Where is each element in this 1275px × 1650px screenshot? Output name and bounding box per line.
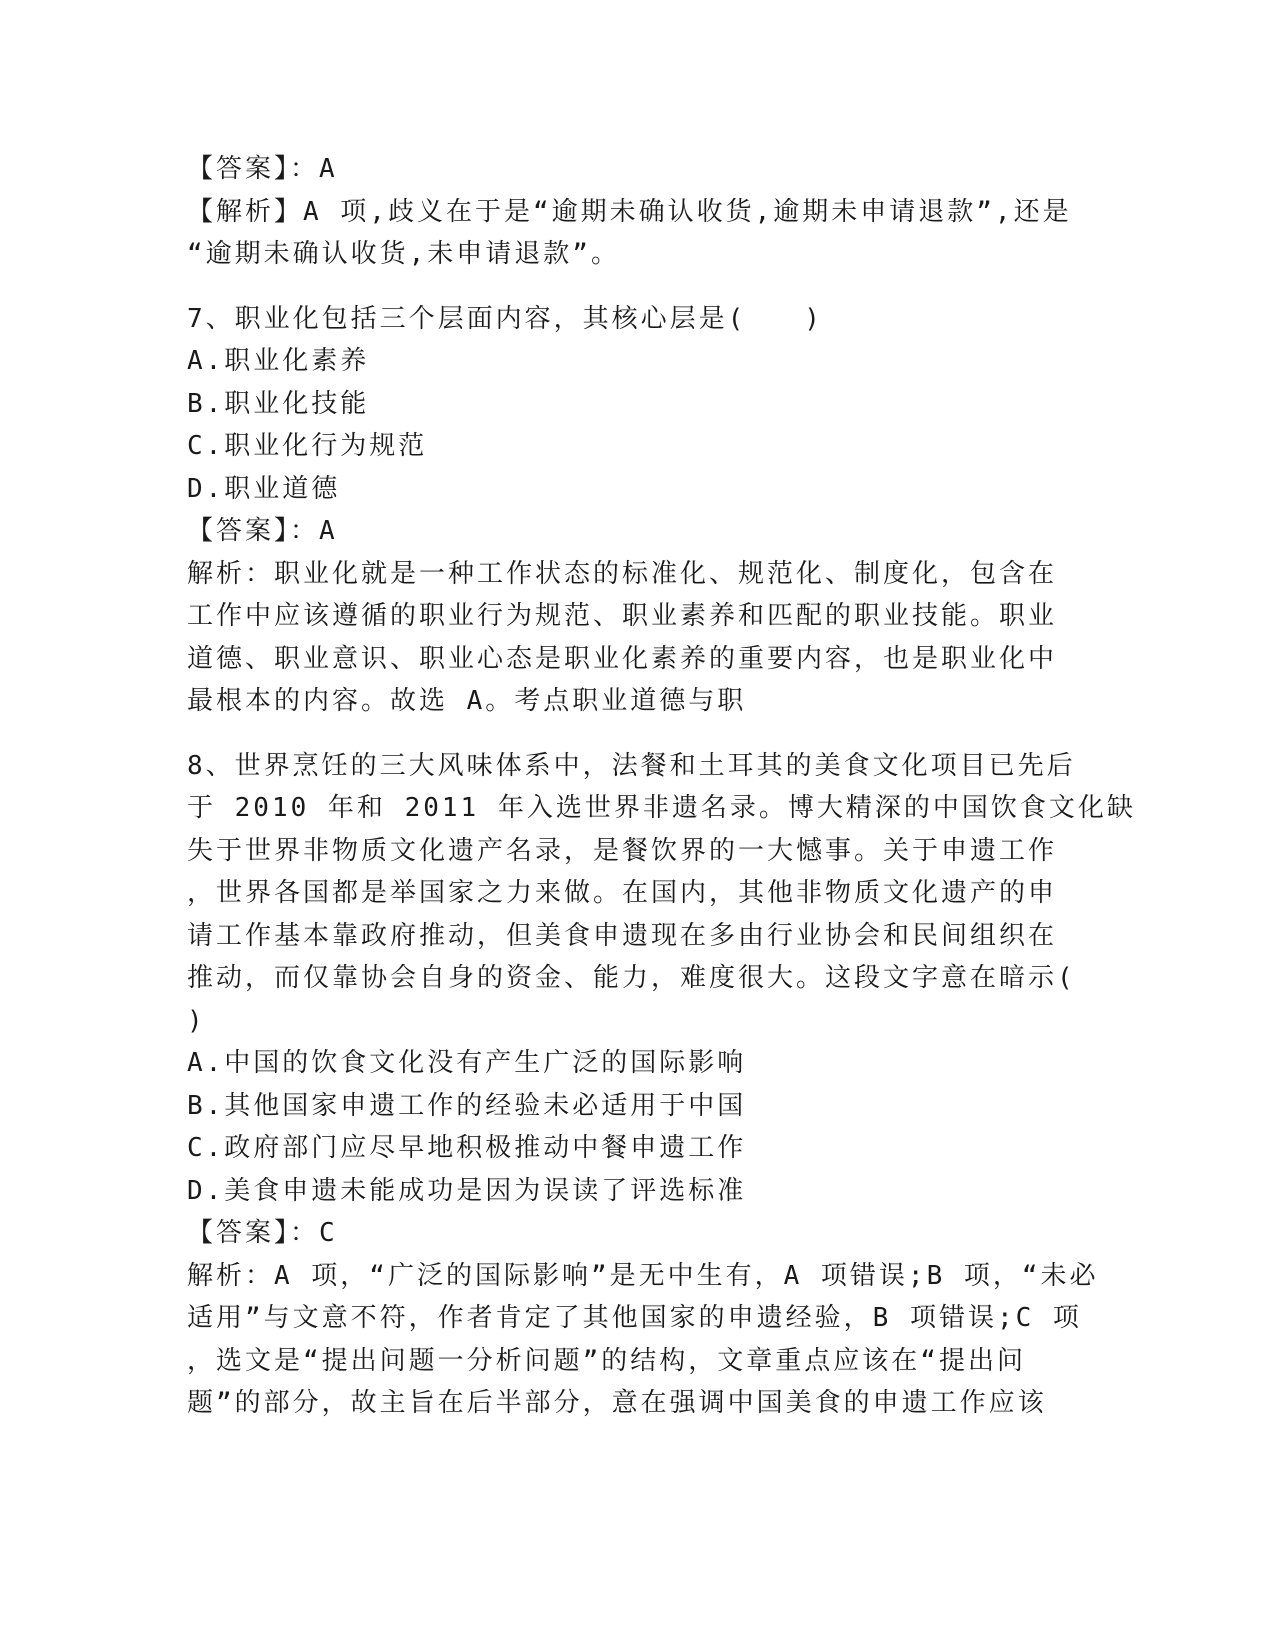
document-body bbox=[187, 148, 1136, 1425]
q7-analysis-line: 工作中应该遵循的职业行为规范、职业素养和匹配的职业技能。职业 bbox=[187, 601, 1058, 631]
q7-option-d: D.职业道德 bbox=[187, 473, 341, 504]
q6-analysis-line: 【解析】A 项,歧义在于是“逾期未确认收货,逾期未申请退款”,还是 bbox=[187, 196, 1072, 227]
q8-question-line: 推动，而仅靠协会自身的资金、能力，难度很大。这段文字意在暗示( bbox=[187, 963, 1076, 993]
q6-analysis-line: “逾期未确认收货,未申请退款”。 bbox=[187, 239, 620, 269]
q8-analysis-line: 适用”与文意不符，作者肯定了其他国家的申遗经验，B 项错误;C 项 bbox=[187, 1303, 1082, 1333]
q6-answer: 【答案】：A bbox=[187, 154, 338, 184]
q8-option-c: C.政府部门应尽早地积极推动中餐申遗工作 bbox=[187, 1133, 747, 1163]
q7-analysis-line: 道德、职业意识、职业心态是职业化素养的重要内容，也是职业化中 bbox=[187, 643, 1058, 674]
q7-answer: 【答案】：A bbox=[187, 516, 338, 546]
q8-answer: 【答案】：C bbox=[187, 1218, 338, 1248]
q8-question-line: ，世界各国都是举国家之力来做。在国内，其他非物质文化遗产的申 bbox=[187, 878, 1058, 908]
question-7 bbox=[187, 298, 1087, 723]
q7-question: 7、职业化包括三个层面内容，其核心层是( ) bbox=[187, 303, 823, 334]
q8-analysis-line: ，选文是“提出问题一分析问题”的结构，文章重点应该在“提出问 bbox=[187, 1345, 1026, 1376]
q8-question-line: 8、世界烹饪的三大风味体系中，法餐和土耳其的美食文化项目已先后 bbox=[187, 750, 1076, 781]
paragraph-gap bbox=[187, 723, 1087, 745]
q7-option-c: C.职业化行为规范 bbox=[187, 431, 428, 461]
q7-option-b: B.职业化技能 bbox=[187, 388, 370, 419]
q7-option-a: A.职业化素养 bbox=[187, 346, 370, 376]
q8-question-line: ) bbox=[187, 1005, 206, 1036]
question-6-tail bbox=[187, 148, 1087, 276]
q8-question-line: 于 2010 年和 2011 年入选世界非遗名录。博大精深的中国饮食文化缺 bbox=[187, 793, 1136, 823]
q8-analysis-line: 题”的部分，故主旨在后半部分，意在强调中国美食的申遗工作应该 bbox=[187, 1388, 1047, 1418]
q8-option-d: D.美食申遗未能成功是因为误读了评选标准 bbox=[187, 1175, 747, 1206]
q7-analysis-line: 解析：职业化就是一种工作状态的标准化、规范化、制度化，包含在 bbox=[187, 558, 1058, 589]
q8-option-b: B.其他国家申遗工作的经验未必适用于中国 bbox=[187, 1090, 747, 1121]
q8-question-line: 失于世界非物质文化遗产名录，是餐饮界的一大憾事。关于申遗工作 bbox=[187, 835, 1058, 866]
q8-question-line: 请工作基本靠政府推动，但美食申遗现在多由行业协会和民间组织在 bbox=[187, 920, 1058, 951]
paragraph-gap bbox=[187, 276, 1087, 298]
q8-analysis-line: 解析：A 项，“广泛的国际影响”是无中生有，A 项错误;B 项，“未必 bbox=[187, 1260, 1099, 1291]
question-8 bbox=[187, 745, 1136, 1425]
q7-analysis-line: 最根本的内容。故选 A。考点职业道德与职 bbox=[187, 686, 747, 716]
q8-option-a: A.中国的饮食文化没有产生广泛的国际影响 bbox=[187, 1048, 747, 1078]
